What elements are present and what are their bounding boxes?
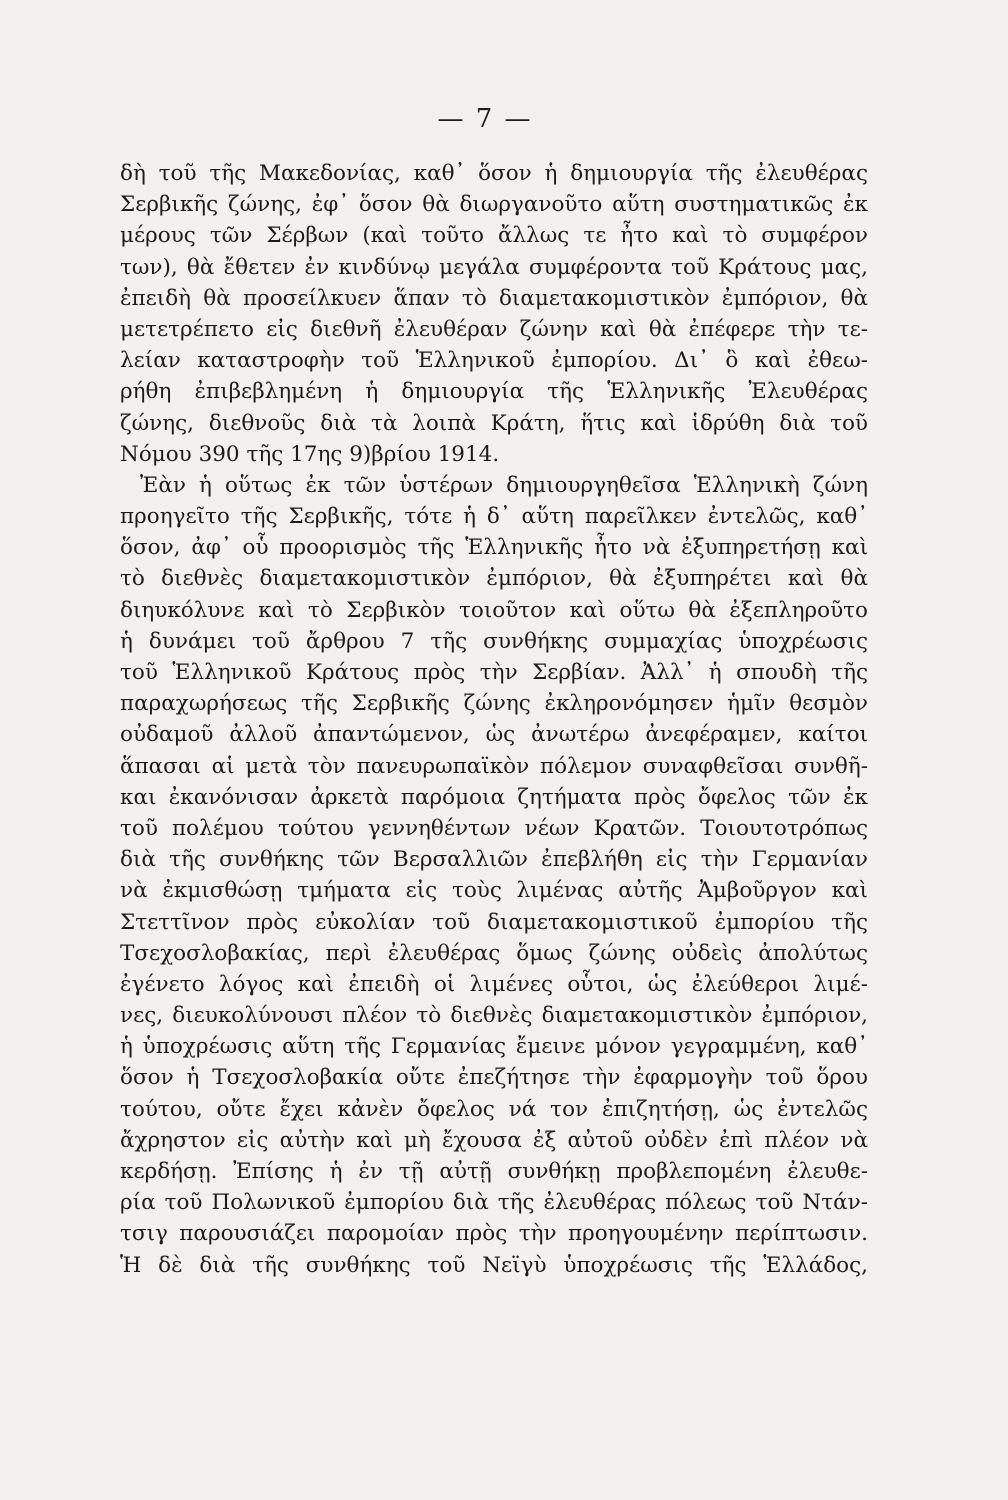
text-line: και ἐκανόνισαν ἀρκετὰ παρόμοια ζητήματα πρὸς ὄφελος τῶν ἐκ: [120, 784, 868, 810]
text-line: τσιγ παρουσιάζει παρομοίαν πρὸς τὴν προηγουμένην περίπτωσιν.: [120, 1221, 868, 1247]
text-line: Τσεχοσλοβακίας, περὶ ἐλευθέρας ὅμως ζώνης οὐδεὶς ἀπολύτως: [120, 940, 868, 966]
text-line: μετετρέπετο εἰς διεθνῆ ἐλευθέραν ζώνην καὶ θὰ ἐπέφερε τὴν τε-: [120, 316, 868, 342]
body-text: [120, 158, 868, 1281]
text-line: ἅπασαι αἱ μετὰ τὸν πανευρωπαϊκὸν πόλεμον συναφθεῖσαι συνθῆ-: [120, 753, 868, 779]
text-line: ἄχρηστον εἰς αὐτὴν καὶ μὴ ἔχουσα ἐξ αὐτοῦ οὐδὲν ἐπὶ πλέον νὰ: [120, 1127, 868, 1153]
paragraph-end-line: Νόμου 390 τῆς 17ης 9)βρίου 1914.: [120, 441, 500, 467]
text-line: ὅσον, ἀφ᾽ οὗ προορισμὸς τῆς Ἑλληνικῆς ἦτο νὰ ἐξυπηρετήσῃ καὶ: [120, 535, 868, 561]
text-line: ἐγένετο λόγος καὶ ἐπειδὴ οἱ λιμένες οὗτοι, ὡς ἐλεύθεροι λιμέ-: [120, 971, 868, 997]
text-line: ἡ δυνάμει τοῦ ἄρθρου 7 τῆς συνθήκης συμμαχίας ὑποχρέωσις: [120, 628, 868, 654]
text-line: τούτου, οὔτε ἔχει κἀνὲν ὄφελος νά τον ἐπιζητήσῃ, ὡς ἐντελῶς: [120, 1096, 868, 1122]
text-line: Σερβικῆς ζώνης, ἐφ᾽ ὅσον θὰ διωργανοῦτο αὕτη συστηματικῶς ἐκ: [120, 192, 868, 218]
text-line: τοῦ πολέμου τούτου γεννηθέντων νέων Κρατῶν. Τοιουτοτρόπως: [120, 815, 868, 841]
text-line: Στεττῖνον πρὸς εὐκολίαν τοῦ διαμετακομιστικοῦ ἐμπορίου τῆς: [120, 909, 868, 935]
text-line: τοῦ Ἑλληνικοῦ Κράτους πρὸς τὴν Σερβίαν. Ἀλλ᾽ ἡ σπουδὴ τῆς: [120, 660, 868, 685]
text-line: Ἡ δὲ διὰ τῆς συνθήκης τοῦ Νεϊγὺ ὑποχρέωσις τῆς Ἑλλάδος,: [120, 1252, 868, 1278]
text-line: ρία τοῦ Πολωνικοῦ ἐμπορίου διὰ τῆς ἐλευθέρας πόλεως τοῦ Ντάν-: [120, 1190, 868, 1216]
text-line: παραχωρήσεως τῆς Σερβικῆς ζώνης ἐκληρονόμησεν ἡμῖν θεσμὸν: [120, 691, 868, 717]
text-line: των), θὰ ἔθετεν ἐν κινδύνῳ μεγάλα συμφέροντα τοῦ Κράτους μας,: [120, 254, 868, 280]
text-line: ἡ ὑποχρέωσις αὕτη τῆς Γερμανίας ἔμεινε μόνον γεγραμμένη, καθ᾽: [120, 1034, 868, 1060]
text-line: ἐπειδὴ θὰ προσείλκυεν ἅπαν τὸ διαμετακομιστικὸν ἐμπόριον, θὰ: [120, 285, 868, 311]
text-line: νὰ ἐκμισθώσῃ τμήματα εἰς τοὺς λιμένας αὐτῆς Ἀμβοῦργον καὶ: [120, 878, 868, 904]
text-line: ὅσον ἡ Τσεχοσλοβακία οὔτε ἐπεζήτησε τὴν ἐφαρμογὴν τοῦ ὅρου: [120, 1065, 868, 1091]
text-line: δὴ τοῦ τῆς Μακεδονίας, καθ᾽ ὅσον ἡ δημιουργία τῆς ἐλευθέρας: [120, 161, 868, 186]
text-line: διὰ τῆς συνθήκης τῶν Βερσαλλιῶν ἐπεβλήθη εἰς τὴν Γερμανίαν: [120, 847, 868, 873]
text-line: τὸ διεθνὲς διαμετακομιστικὸν ἐμπόριον, θὰ ἐξυπηρέτει καὶ θὰ: [120, 566, 868, 592]
paragraph-start-line: Ἐὰν ἡ οὕτως ἐκ τῶν ὑστέρων δημιουργηθεῖσα Ἑλληνικὴ ζώνη: [140, 472, 868, 498]
text-line: προηγεῖτο τῆς Σερβικῆς, τότε ἡ δ᾽ αὕτη παρεῖλκεν ἐντελῶς, καθ᾽: [120, 504, 868, 530]
page-number: — 7 —: [437, 104, 533, 134]
text-line: νες, διευκολύνουσι πλέον τὸ διεθνὲς διαμετακομιστικὸν ἐμπόριον,: [120, 1003, 868, 1029]
text-line: κερδήσῃ. Ἐπίσης ἡ ἐν τῇ αὐτῇ συνθήκῃ προβλεπομένη ἐλευθε-: [120, 1159, 868, 1184]
text-line: οὐδαμοῦ ἀλλοῦ ἀπαντώμενον, ὡς ἀνωτέρω ἀνεφέραμεν, καίτοι: [120, 722, 868, 748]
text-line: ρήθη ἐπιβεβλημένη ἡ δημιουργία τῆς Ἑλληνικῆς Ἐλευθέρας: [120, 379, 868, 405]
text-line: διηυκόλυνε καὶ τὸ Σερβικὸν τοιοῦτον καὶ οὕτω θὰ ἐξεπληροῦτο: [120, 597, 868, 623]
text-line: ζώνης, διεθνοῦς διὰ τὰ λοιπὰ Κράτη, ἥτις καὶ ἱδρύθη διὰ τοῦ: [120, 410, 868, 436]
text-line: λείαν καταστροφὴν τοῦ Ἑλληνικοῦ ἐμπορίου. Δι᾽ ὃ καὶ ἐθεω-: [120, 348, 868, 374]
text-line: μέρους τῶν Σέρβων (καὶ τοῦτο ἄλλως τε ἦτο καὶ τὸ συμφέρον: [120, 223, 868, 249]
